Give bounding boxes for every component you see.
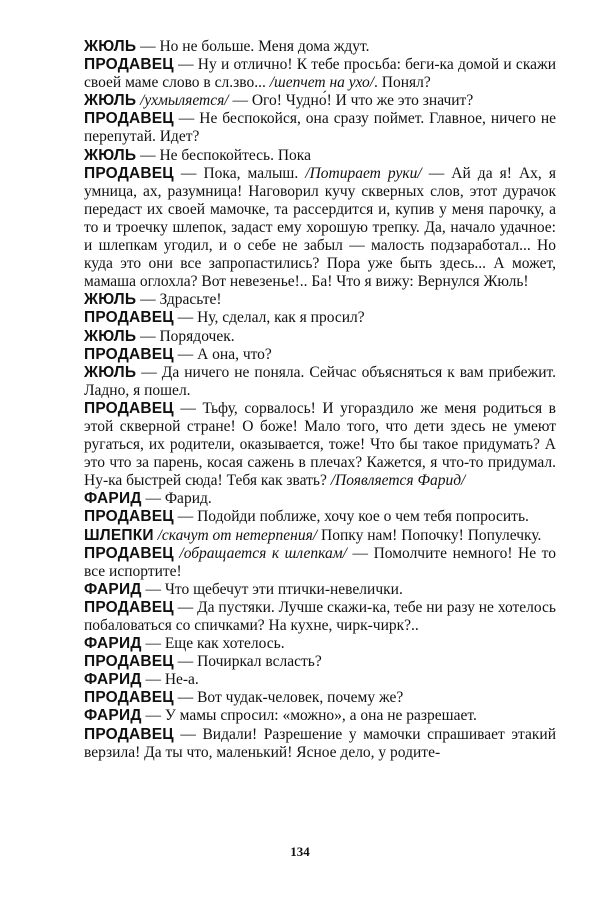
dialogue-line: [84, 508, 556, 526]
dialogue-line: [84, 147, 556, 165]
speaker-name: ЖЮЛЬ: [84, 363, 137, 381]
dialogue-line: [84, 400, 556, 490]
dialogue-line: [84, 653, 556, 671]
line-text: — Да пустяки. Лучше скажи-ка, тебе ни разу не хотелось побаловаться со спичками? На кухне, чирк-чирк?..: [84, 598, 556, 634]
speaker-name: ФАРИД: [84, 635, 142, 653]
speaker-name: ПРОДАВЕЦ: [84, 598, 174, 616]
dialogue-line: [84, 599, 556, 635]
speaker-name: ПРОДАВЕЦ: [84, 544, 174, 562]
line-text: — Но не больше. Меня дома ждут.: [136, 38, 370, 55]
dialogue-line: [84, 689, 556, 707]
speaker-name: ПРОДАВЕЦ: [84, 110, 174, 128]
line-text: — Почиркал всласть?: [173, 653, 322, 671]
speaker-name: ЖЮЛЬ: [84, 38, 137, 55]
dialogue-line: [84, 328, 556, 346]
stage-direction: /Появляется Фарид/: [330, 472, 466, 490]
line-text: — Ай да я! Ах, я умница, ах, разумница! Наговорил кучу скверных слов, этот дурачок передаст их своей мамочке, та рассердится и, купив у меня парочку, а то и троечку шлепок, задаст ему хорошую трепку. Да, начало удачное: и шлепкам угодил, и о себе не забыл — малость подзаработал... Но куда это они все запропастились? Пора уже быть здесь... А может, мамаша оглохла? Вот невезенье!.. Ба! Что я вижу: Вернулся Жюль!: [84, 164, 557, 291]
speaker-name: ПРОДАВЕЦ: [84, 164, 174, 182]
stage-direction: /Потирает руки/: [305, 164, 422, 182]
speaker-name: ФАРИД: [84, 490, 142, 508]
line-text: Попку нам! Попочку! Популечку.: [317, 526, 542, 544]
dialogue-line: [84, 581, 556, 599]
speaker-name: ПРОДАВЕЦ: [84, 725, 174, 743]
line-text: . Понял?: [374, 74, 431, 92]
speaker-name: ФАРИД: [84, 707, 142, 725]
line-text: — У мамы спросил: «можно», а она не разрешает.: [141, 707, 477, 725]
page-number: 134: [290, 844, 310, 859]
line-text: — Не беспокойтесь. Пока: [136, 146, 311, 164]
dialogue-line: [84, 635, 556, 653]
line-text: — Подойди поближе, хочу кое о чем тебя попросить.: [173, 508, 529, 526]
line-text: — Видали! Разрешение у мамочки спрашивает этакий верзила! Да ты что, маленький! Ясное дело, у родите-: [84, 725, 556, 761]
speaker-name: ПРОДАВЕЦ: [84, 508, 174, 526]
dialogue-line: [84, 545, 556, 581]
line-text: — Здрасьте!: [136, 291, 222, 309]
line-text: — Ну, сделал, как я просил?: [173, 309, 365, 327]
line-text: — Что щебечут эти птички-невелички.: [141, 580, 403, 598]
speaker-name: ПРОДАВЕЦ: [84, 56, 174, 74]
speaker-name: ШЛЕПКИ: [84, 526, 154, 544]
dialogue-line: [84, 346, 556, 364]
speaker-name: ПРОДАВЕЦ: [84, 399, 174, 417]
line-text: — Порядочек.: [136, 327, 235, 345]
stage-direction: /ухмыляется/: [140, 92, 229, 110]
stage-direction: /обращается к шлепкам/: [179, 544, 347, 562]
line-text: — Пока, малыш.: [173, 164, 306, 182]
dialogue-line: [84, 671, 556, 689]
dialogue-line: [84, 38, 556, 56]
line-text: — Тьфу, сорвалось! И угораздило же меня родиться в этой скверной стране! О боже! Мало того, что дети здесь не умеют ругаться, их родители, оказывается, тоже! Что бы такое придумать? А это что за парень, косая сажень в плечах? Кажется, я что-то придумал. Ну-ка быстрей сюда! Тебя как звать?: [84, 399, 556, 490]
line-text: — А она, что?: [173, 345, 272, 363]
speaker-name: ПРОДАВЕЦ: [84, 653, 174, 671]
speaker-name: ЖЮЛЬ: [84, 291, 137, 309]
speaker-name: ПРОДАВЕЦ: [84, 689, 174, 707]
line-text: — Ого! Чудно́! И что же это значит?: [228, 92, 474, 110]
dialogue-line: [84, 110, 556, 146]
line-text: — Не-а.: [141, 671, 199, 689]
line-text: — Вот чудак-человек, почему же?: [173, 689, 404, 707]
speaker-name: ФАРИД: [84, 580, 142, 598]
speaker-name: ЖЮЛЬ: [84, 146, 137, 164]
dialogue-line: [84, 490, 556, 508]
dialogue-text: [84, 38, 556, 762]
dialogue-line: [84, 291, 556, 309]
speaker-name: ПРОДАВЕЦ: [84, 345, 174, 363]
line-text: — Ну и отлично! К тебе просьба: беги-ка домой и скажи своей маме слово в сл.зво...: [84, 56, 556, 92]
dialogue-line: [84, 92, 556, 110]
line-text: — Фарид.: [141, 490, 212, 508]
dialogue-line: [84, 527, 556, 545]
speaker-name: ЖЮЛЬ: [84, 327, 137, 345]
dialogue-line: [84, 309, 556, 327]
dialogue-line: [84, 56, 556, 92]
stage-direction: /скачут от нетерпения/: [157, 526, 318, 544]
line-text: — Помолчите немного! Не то все испортите!: [84, 544, 556, 580]
dialogue-line: [84, 726, 556, 762]
dialogue-line: [84, 707, 556, 725]
speaker-name: ПРОДАВЕЦ: [84, 309, 174, 327]
line-text: — Не беспокойся, она сразу поймет. Главное, ничего не перепутай. Идет?: [84, 110, 556, 146]
speaker-name: ЖЮЛЬ: [84, 92, 137, 110]
stage-direction: /шепчет на ухо/: [269, 74, 375, 92]
dialogue-line: [84, 364, 556, 400]
dialogue-line: [84, 165, 556, 292]
line-text: — Да ничего не поняла. Сейчас объясняться к вам прибежит. Ладно, я пошел.: [84, 363, 556, 399]
speaker-name: ФАРИД: [84, 671, 142, 689]
line-text: — Еще как хотелось.: [141, 635, 285, 653]
